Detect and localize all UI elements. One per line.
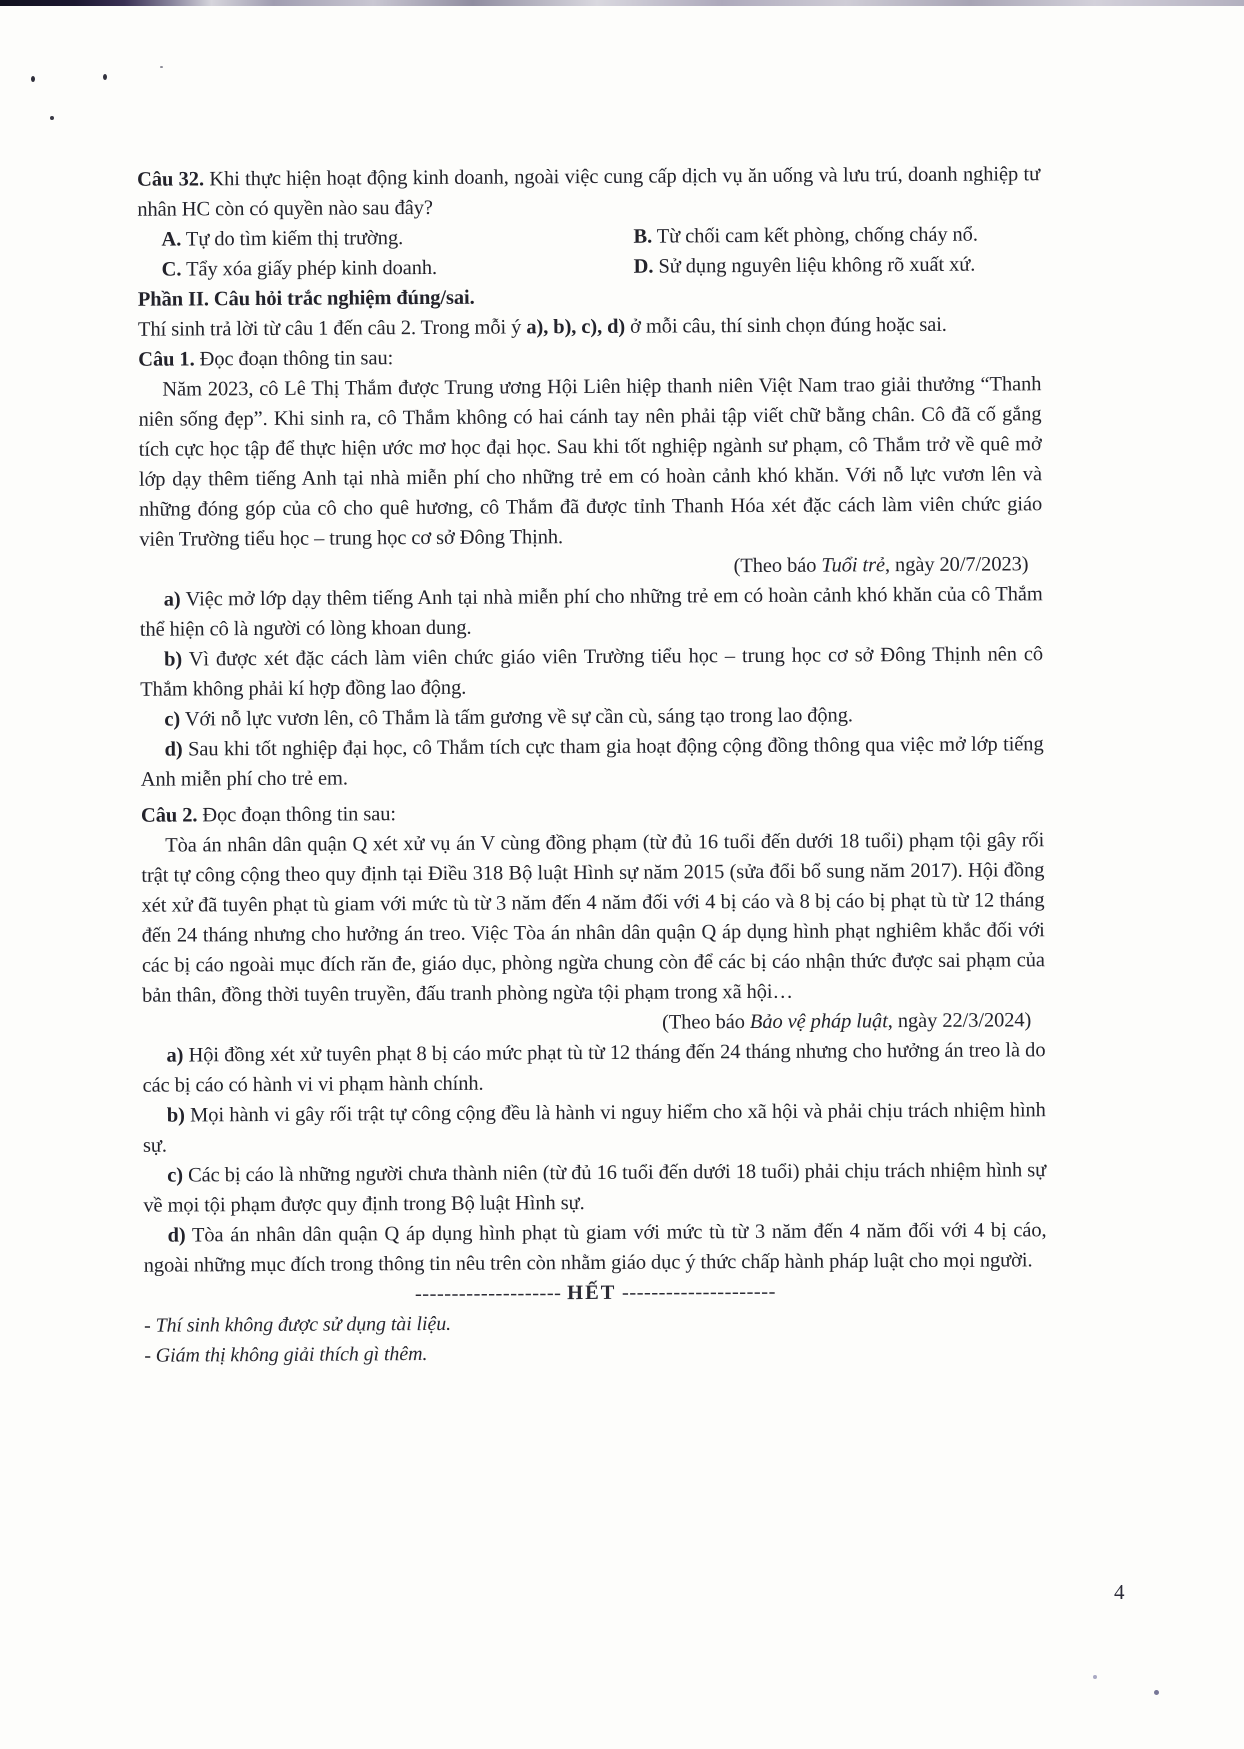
cau2-item-d-text: Tòa án nhân dân quận Q áp dụng hình phạt tù giam với mức tù từ 3 năm đến 4 năm đối với 4 bị cáo, ngoài những mục đích trong thông tin nêu trên còn nhằm giáo dục ý thức chấp hành pháp luật cho mọi người. bbox=[143, 1219, 1047, 1277]
part2-heading: Phần II. Câu hỏi trắc nghiệm đúng/sai. bbox=[137, 286, 475, 311]
cau2-item-b-text: Mọi hành vi gây rối trật tự công cộng đều là hành vi nguy hiểm cho xã hội và phải chịu trách nhiệm hình sự. bbox=[142, 1099, 1046, 1157]
cau1-item-c-label: c) bbox=[164, 708, 181, 731]
end-divider-dashes-right: --------------------- bbox=[621, 1280, 776, 1304]
cau2-item-b bbox=[143, 1095, 1046, 1161]
end-divider-label: HẾT bbox=[567, 1281, 617, 1305]
cau1-source-suffix: , ngày 20/7/2023) bbox=[884, 553, 1029, 577]
cau1-item-d-text: Sau khi tốt nghiệp đại học, cô Thắm tích cực tham gia hoạt động cộng đồng thông qua việc mở lớp tiếng Anh miễn phí cho trẻ em. bbox=[140, 733, 1044, 791]
cau1-item-b-label: b) bbox=[163, 648, 183, 671]
option-c bbox=[138, 252, 634, 285]
cau1-item-b-text: Vì được xét đặc cách làm viên chức giáo viên Trường tiểu học – trung học cơ sở Đông Thịnh nên cô Thắm không phải kí hợp đồng lao động. bbox=[140, 643, 1044, 701]
options-row-2 bbox=[138, 249, 1041, 285]
instruction-post: ở mỗi câu, thí sinh chọn đúng hoặc sai. bbox=[625, 313, 947, 338]
cau2-item-a-text: Hội đồng xét xử tuyên phạt 8 bị cáo mức phạt tù từ 12 tháng đến 24 tháng nhưng cho hưởng án treo là do các bị cáo có hành vi vi phạm hành chính. bbox=[142, 1039, 1046, 1097]
ink-speck bbox=[31, 76, 35, 82]
cau2-item-a bbox=[142, 1035, 1045, 1101]
exam-content bbox=[137, 159, 1047, 1370]
option-d bbox=[634, 249, 1041, 281]
cau1-item-a-text: Việc mở lớp dạy thêm tiếng Anh tại nhà miễn phí cho những trẻ em có hoàn cảnh khó khăn của cô Thắm thể hiện cô là người có lòng khoan dung. bbox=[139, 583, 1043, 641]
cau1-item-c-text: Với nỗ lực vươn lên, cô Thắm là tấm gương về sự cần cù, sáng tạo trong lao động. bbox=[184, 704, 853, 731]
cau1-passage: Năm 2023, cô Lê Thị Thắm được Trung ương Hội Liên hiệp thanh niên Việt Nam trao giải thưởng “Thanh niên sống đẹp”. Khi sinh ra, cô Thắm không có hai cánh tay nên phải tập viết chữ bằng chân. Cô đã cố gắng tích cực học tập để thực hiện ước mơ học đại học. Sau khi tốt nghiệp ngành sư phạm, cô Thắm trở về quê mở lớp dạy thêm tiếng Anh tại nhà miễn phí cho những trẻ em có hoàn cảnh khó khăn. Với nỗ lực vươn lên và những đóng góp của cô cho quê hương, cô Thắm đã được tỉnh Thanh Hóa xét đặc cách làm viên chức giáo viên Trường tiểu học – trung học cơ sở Đông Thịnh. bbox=[138, 373, 1043, 551]
cau1-item-b bbox=[140, 639, 1043, 705]
cau2-item-c-label: c) bbox=[167, 1164, 183, 1187]
ink-speck bbox=[103, 74, 107, 80]
cau2-item-a-label: a) bbox=[166, 1044, 184, 1067]
cau1-source-prefix: (Theo báo bbox=[733, 554, 822, 578]
cau2-item-c bbox=[143, 1155, 1046, 1221]
option-c-text: Tẩy xóa giấy phép kinh doanh. bbox=[185, 256, 438, 281]
end-divider-dashes-left: -------------------- bbox=[414, 1282, 562, 1306]
cau2-item-d-label: d) bbox=[167, 1224, 186, 1247]
cau2-source-suffix: , ngày 22/3/2024) bbox=[887, 1009, 1032, 1033]
option-a-letter: A. bbox=[161, 228, 182, 251]
cau1-item-a bbox=[140, 579, 1043, 645]
cau1-item-a-label: a) bbox=[163, 588, 181, 611]
option-d-letter: D. bbox=[633, 255, 654, 278]
option-b-letter: B. bbox=[633, 225, 653, 248]
cau1-intro: Đọc đoạn thông tin sau: bbox=[199, 347, 394, 371]
footer-note-2: - Giám thị không giải thích gì thêm. bbox=[144, 1343, 428, 1367]
cau1-item-d-label: d) bbox=[164, 738, 183, 761]
cau2-item-b-label: b) bbox=[166, 1104, 185, 1127]
instruction-bold: a), b), c), d) bbox=[526, 315, 626, 339]
option-c-letter: C. bbox=[161, 258, 182, 281]
question-32-label: Câu 32. bbox=[137, 168, 205, 191]
cau1-item-d bbox=[140, 729, 1043, 795]
footer-note-1: - Thí sinh không được sử dụng tài liệu. bbox=[144, 1312, 452, 1337]
question-32 bbox=[137, 159, 1040, 225]
scanner-edge-band bbox=[0, 0, 1244, 6]
option-b bbox=[633, 219, 1040, 251]
page-number: 4 bbox=[1114, 1580, 1125, 1604]
cau2-label: Câu 2. bbox=[140, 804, 198, 827]
ink-speck bbox=[50, 116, 54, 120]
cau2-intro: Đọc đoạn thông tin sau: bbox=[202, 803, 397, 827]
cau1-label: Câu 1. bbox=[138, 348, 195, 371]
option-a-text: Tự do tìm kiếm thị trường. bbox=[185, 227, 404, 251]
instruction-pre: Thí sinh trả lời từ câu 1 đến câu 2. Trong mỗi ý bbox=[137, 316, 527, 341]
cau2-item-c-text: Các bị cáo là những người chưa thành niên (từ đủ 16 tuổi đến dưới 18 tuổi) phải chịu trách nhiệm hình sự về mọi tội phạm được quy định trong Bộ luật Hình sự. bbox=[143, 1159, 1047, 1217]
option-b-text: Từ chối cam kết phòng, chống cháy nổ. bbox=[656, 223, 978, 248]
option-a bbox=[137, 222, 633, 255]
ink-speck bbox=[1093, 1675, 1097, 1679]
option-d-text: Sử dụng nguyên liệu không rõ xuất xứ. bbox=[658, 253, 976, 278]
cau2-source-prefix: (Theo báo bbox=[662, 1011, 750, 1034]
ink-speck bbox=[160, 66, 163, 68]
cau2-source-name: Bảo vệ pháp luật bbox=[749, 1010, 888, 1034]
cau1-source-name: Tuổi trẻ bbox=[821, 554, 886, 577]
part2-instruction bbox=[138, 309, 1041, 345]
ink-speck bbox=[1154, 1690, 1159, 1695]
cau2-item-d bbox=[143, 1215, 1046, 1281]
cau2-passage: Tòa án nhân dân quận Q xét xử vụ án V cùng đồng phạm (từ đủ 16 tuổi đến dưới 18 tuổi) phạm tội gây rối trật tự công cộng theo quy định tại Điều 318 Bộ luật Hình sự năm 2015 (sửa đổi bổ sung năm 2017). Hội đồng xét xử đã tuyên phạt tù giam với mức tù từ 3 năm đến 4 năm đối với 4 bị cáo và 8 bị cáo bị phạt tù từ 12 tháng đến 24 tháng nhưng cho hưởng án treo. Việc Tòa án nhân dân quận Q áp dụng hình phạt nghiêm khắc đối với các bị cáo ngoài mục đích răn đe, giáo dục, phòng ngừa chung còn để các bị cáo nhận thức được sai phạm của bản thân, đồng thời tuyên truyền, đấu tranh phòng ngừa tội phạm trong xã hội… bbox=[141, 829, 1045, 1007]
question-32-text: Khi thực hiện hoạt động kinh doanh, ngoài việc cung cấp dịch vụ ăn uống và lưu trú, doanh nghiệp tư nhân HC còn có quyền nào sau đây? bbox=[137, 163, 1041, 221]
